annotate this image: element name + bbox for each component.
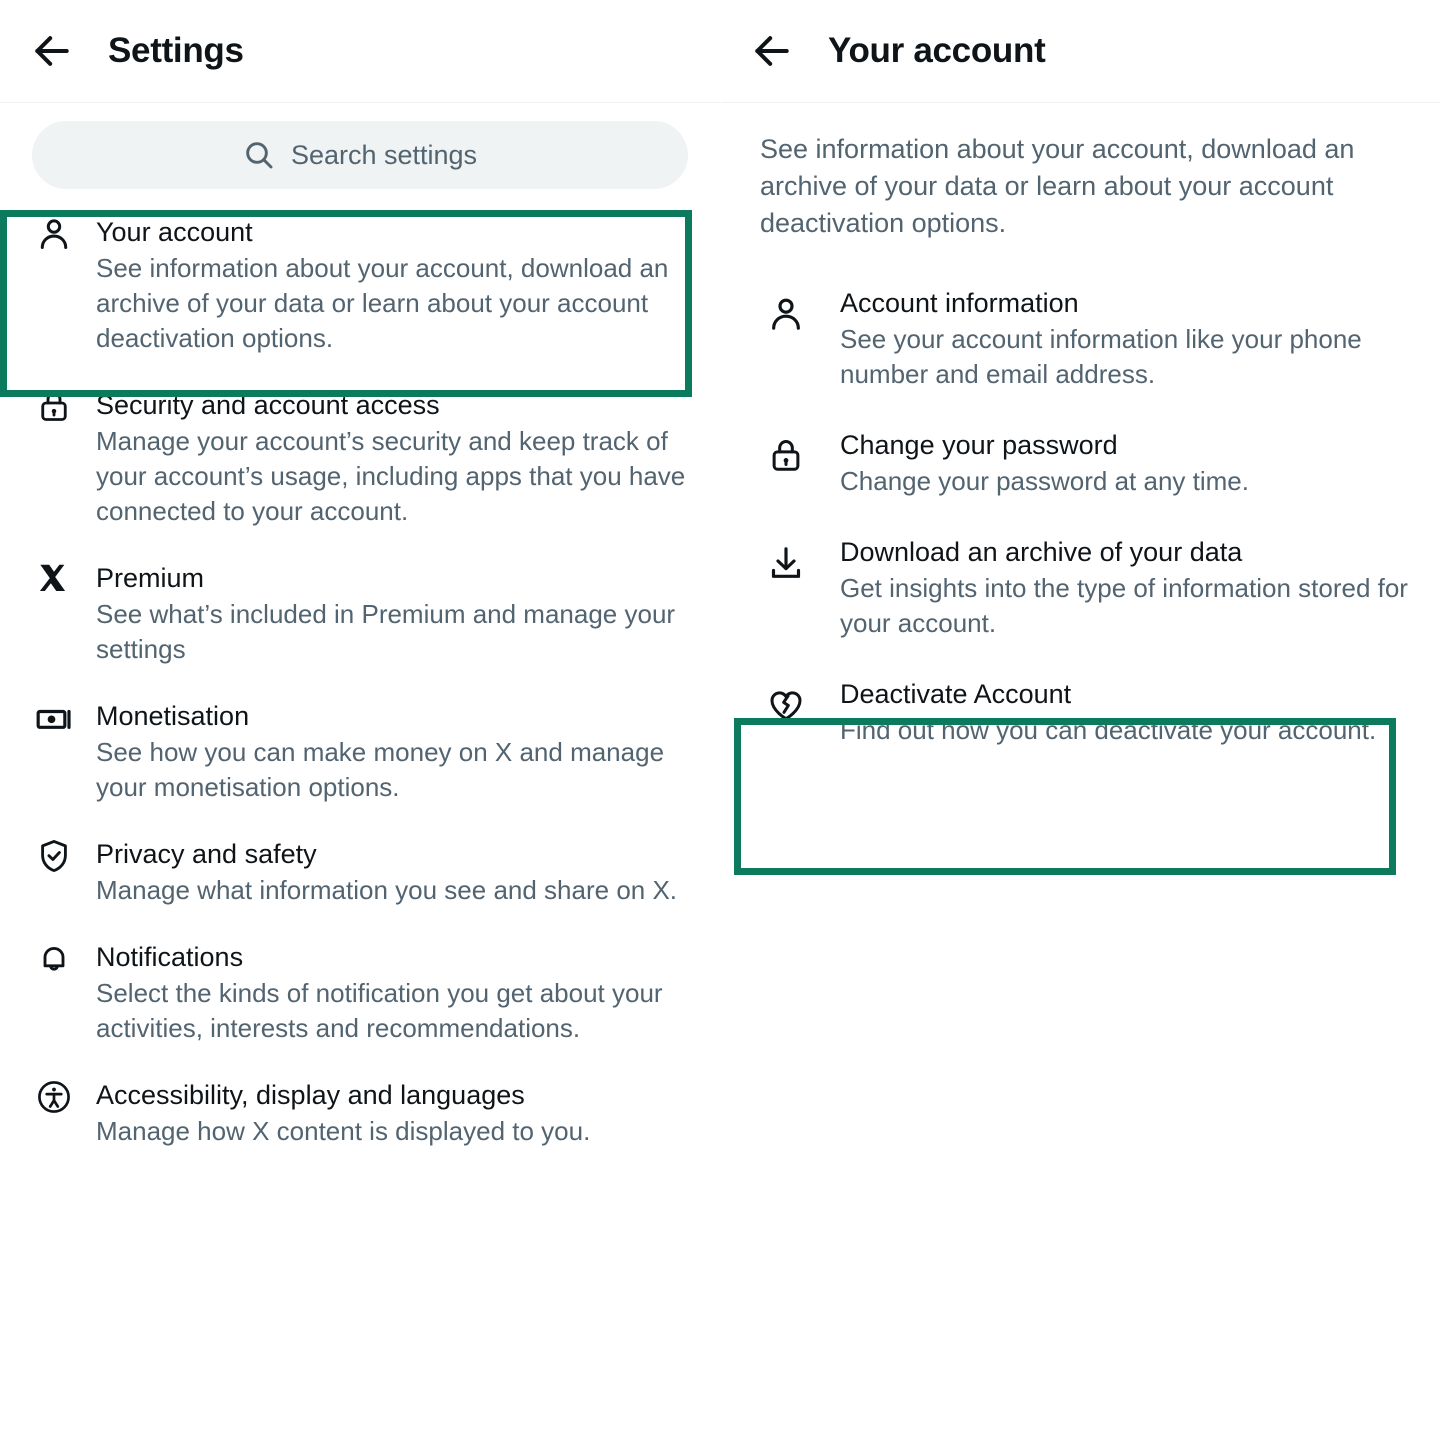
settings-list <box>0 189 720 1165</box>
item-description: Select the kinds of notification you get about your activities, interests and recommendations. <box>96 978 663 1043</box>
page-title: Settings <box>108 31 244 70</box>
item-title: Change your password <box>840 430 1118 460</box>
lock-icon <box>22 388 86 424</box>
your-account-pane <box>720 0 1440 1440</box>
list-item-account-information[interactable] <box>720 268 1440 410</box>
list-item-change-your-password[interactable] <box>720 410 1440 517</box>
broken-heart-icon <box>752 677 820 725</box>
sidebar-item-premium[interactable] <box>0 545 720 683</box>
arrow-left-icon <box>30 29 74 73</box>
item-description: Manage what information you see and share on X. <box>96 875 678 905</box>
bell-icon <box>22 940 86 976</box>
item-description: See your account information like your phone number and email address. <box>840 324 1362 389</box>
item-title: Download an archive of your data <box>840 537 1243 567</box>
item-description: Get insights into the type of information stored for your account. <box>840 573 1408 638</box>
item-title: Monetisation <box>96 701 250 731</box>
item-description: See how you can make money on X and manage your monetisation options. <box>96 737 665 802</box>
person-icon <box>752 286 820 334</box>
item-title: Premium <box>96 563 205 593</box>
back-button[interactable] <box>24 23 80 79</box>
x-logo-icon <box>22 561 86 597</box>
item-title: Accessibility, display and languages <box>96 1080 525 1110</box>
item-description: See what’s included in Premium and manage your settings <box>96 599 676 664</box>
item-title: Account information <box>840 288 1079 318</box>
accessibility-icon <box>22 1078 86 1116</box>
item-title: Security and account access <box>96 390 440 420</box>
list-item-download-an-archive-of-your-data[interactable] <box>720 517 1440 659</box>
item-description: Manage your account’s security and keep track of your account’s usage, including apps that you have connected to your account. <box>96 426 686 526</box>
search-input[interactable] <box>32 121 688 189</box>
item-title: Your account <box>96 217 253 247</box>
search-icon <box>243 139 275 171</box>
page-title-account: Your account <box>828 31 1046 70</box>
lock-icon <box>752 428 820 474</box>
list-item-deactivate-account[interactable] <box>720 659 1440 766</box>
sidebar-item-notifications[interactable] <box>0 924 720 1062</box>
account-options-list <box>720 242 1440 766</box>
sidebar-item-your-account[interactable] <box>0 199 720 372</box>
item-description: Manage how X content is displayed to you. <box>96 1116 591 1146</box>
item-description: Change your password at any time. <box>840 466 1249 496</box>
item-description: Find out how you can deactivate your account. <box>840 715 1377 745</box>
sidebar-item-privacy-and-safety[interactable] <box>0 821 720 924</box>
sidebar-item-monetisation[interactable] <box>0 683 720 821</box>
shield-check-icon <box>22 837 86 875</box>
settings-header <box>0 0 720 103</box>
back-button-account[interactable] <box>744 23 800 79</box>
your-account-header <box>720 0 1440 103</box>
account-description: See information about your account, download an archive of your data or learn about your account deactivation options. <box>760 134 1355 238</box>
arrow-left-icon <box>750 29 794 73</box>
search-placeholder: Search settings <box>290 139 478 170</box>
search-container <box>0 103 720 189</box>
money-icon <box>22 699 86 739</box>
sidebar-item-security-and-account-access[interactable] <box>0 372 720 545</box>
item-title: Privacy and safety <box>96 839 317 869</box>
item-title: Deactivate Account <box>840 679 1072 709</box>
pane-divider <box>720 0 721 1440</box>
download-icon <box>752 535 820 583</box>
item-title: Notifications <box>96 942 244 972</box>
item-description: See information about your account, download an archive of your data or learn about your account deactivation options. <box>96 253 669 353</box>
person-icon <box>22 215 86 253</box>
sidebar-item-accessibility-display-and-languages[interactable] <box>0 1062 720 1165</box>
